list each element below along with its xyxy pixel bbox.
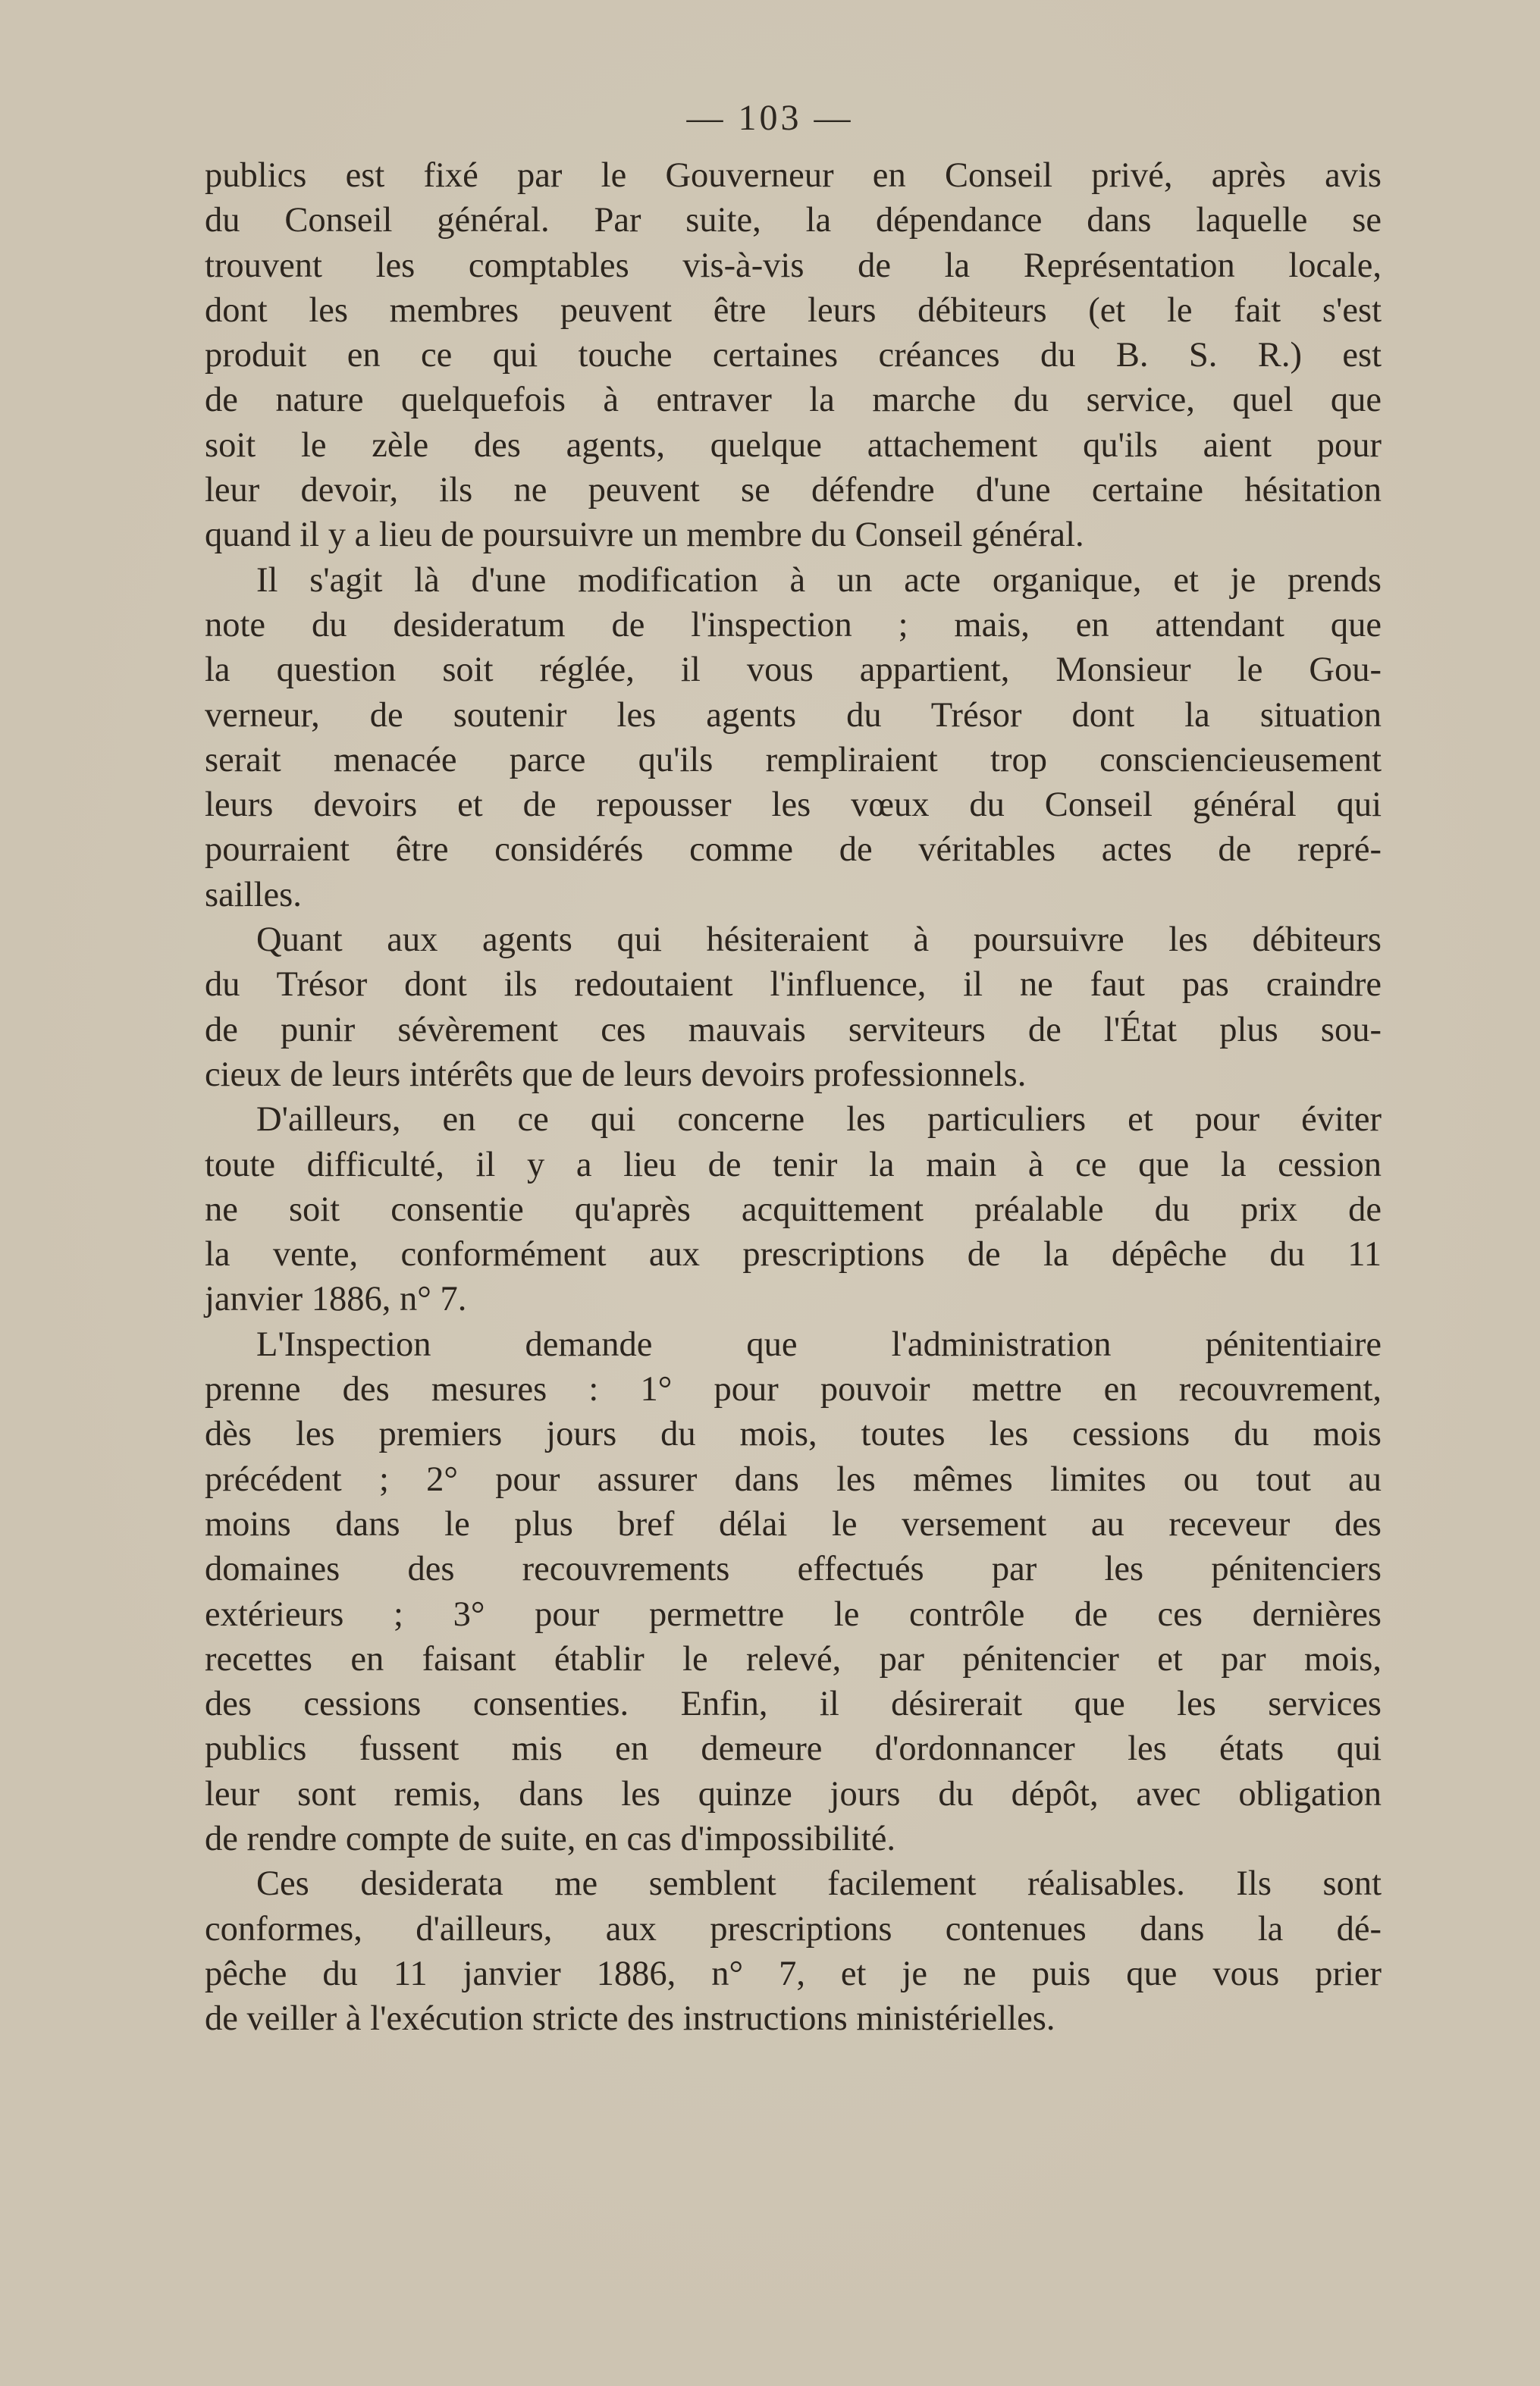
text-line: serait menacée parce qu'ils rempliraient trop consciencieusement	[205, 740, 1382, 779]
text-line: pêche du 11 janvier 1886, n° 7, et je ne puis que vous prier	[205, 1954, 1382, 1993]
text-line: produit en ce qui touche certaines créances du B. S. R.) est	[205, 336, 1382, 375]
text-line: Il s'agit là d'une modification à un acte organique, et je prends	[256, 560, 1382, 600]
text-line: toute difficulté, il y a lieu de tenir la main à ce que la cession	[205, 1145, 1382, 1184]
text-line: du Trésor dont ils redoutaient l'influence, il ne faut pas craindre	[205, 965, 1382, 1005]
body-text	[205, 153, 1382, 2041]
text-line: conformes, d'ailleurs, aux prescriptions contenues dans la dé-	[205, 1909, 1382, 1949]
text-line: leurs devoirs et de repousser les vœux du Conseil général qui	[205, 785, 1382, 825]
text-line: trouvent les comptables vis-à-vis de la Représentation locale,	[205, 246, 1382, 285]
text-line: la vente, conformément aux prescriptions de la dépêche du 11	[205, 1235, 1382, 1275]
text-line: prenne des mesures : 1° pour pouvoir mettre en recouvrement,	[205, 1370, 1382, 1409]
text-line: leur devoir, ils ne peuvent se défendre d'une certaine hésitation	[205, 471, 1382, 510]
text-line: publics est fixé par le Gouverneur en Conseil privé, après avis	[205, 156, 1382, 195]
text-line: moins dans le plus bref délai le versement au receveur des	[205, 1504, 1382, 1544]
text-line: Quant aux agents qui hésiteraient à poursuivre les débiteurs	[256, 920, 1382, 960]
text-line: dès les premiers jours du mois, toutes les cessions du mois	[205, 1415, 1382, 1454]
text-line: du Conseil général. Par suite, la dépendance dans laquelle se	[205, 201, 1382, 240]
text-line: publics fussent mis en demeure d'ordonnancer les états qui	[205, 1729, 1382, 1769]
text-line: D'ailleurs, en ce qui concerne les particuliers et pour éviter	[256, 1100, 1382, 1140]
text-line: leur sont remis, dans les quinze jours du dépôt, avec obligation	[205, 1774, 1382, 1814]
text-line: ne soit consentie qu'après acquittement préalable du prix de	[205, 1190, 1382, 1229]
text-line: précédent ; 2° pour assurer dans les mêmes limites ou tout au	[205, 1460, 1382, 1499]
text-line: note du desideratum de l'inspection ; mais, en attendant que	[205, 605, 1382, 644]
text-line: domaines des recouvrements effectués par les pénitenciers	[205, 1550, 1382, 1589]
text-line: de veiller à l'exécution stricte des instructions ministérielles.	[205, 1999, 1055, 2039]
text-line: dont les membres peuvent être leurs débiteurs (et le fait s'est	[205, 290, 1382, 330]
text-line: verneur, de soutenir les agents du Trésor dont la situation	[205, 695, 1382, 735]
text-line: extérieurs ; 3° pour permettre le contrôle de ces dernières	[205, 1594, 1382, 1634]
text-line: de punir sévèrement ces mauvais serviteurs de l'État plus sou-	[205, 1010, 1382, 1049]
text-line: de nature quelquefois à entraver la marche du service, quel que	[205, 381, 1382, 420]
page-number: — 103 —	[686, 98, 854, 138]
text-line: L'Inspection demande que l'administration pénitentiaire	[256, 1325, 1382, 1364]
text-line: janvier 1886, n° 7.	[205, 1280, 467, 1319]
text-line: quand il y a lieu de poursuivre un membre du Conseil général.	[205, 516, 1084, 555]
text-line: la question soit réglée, il vous appartient, Monsieur le Gou-	[205, 651, 1382, 690]
text-line: sailles.	[205, 875, 302, 914]
text-line: Ces desiderata me semblent facilement réalisables. Ils sont	[256, 1864, 1382, 1904]
text-line: recettes en faisant établir le relevé, par pénitencier et par mois,	[205, 1639, 1382, 1679]
text-line: pourraient être considérés comme de véritables actes de repré-	[205, 830, 1382, 870]
text-line: soit le zèle des agents, quelque attachement qu'ils aient pour	[205, 425, 1382, 465]
text-line: de rendre compte de suite, en cas d'impossibilité.	[205, 1819, 895, 1858]
text-line: cieux de leurs intérêts que de leurs devoirs professionnels.	[205, 1055, 1027, 1094]
text-line: des cessions consenties. Enfin, il désirerait que les services	[205, 1685, 1382, 1724]
